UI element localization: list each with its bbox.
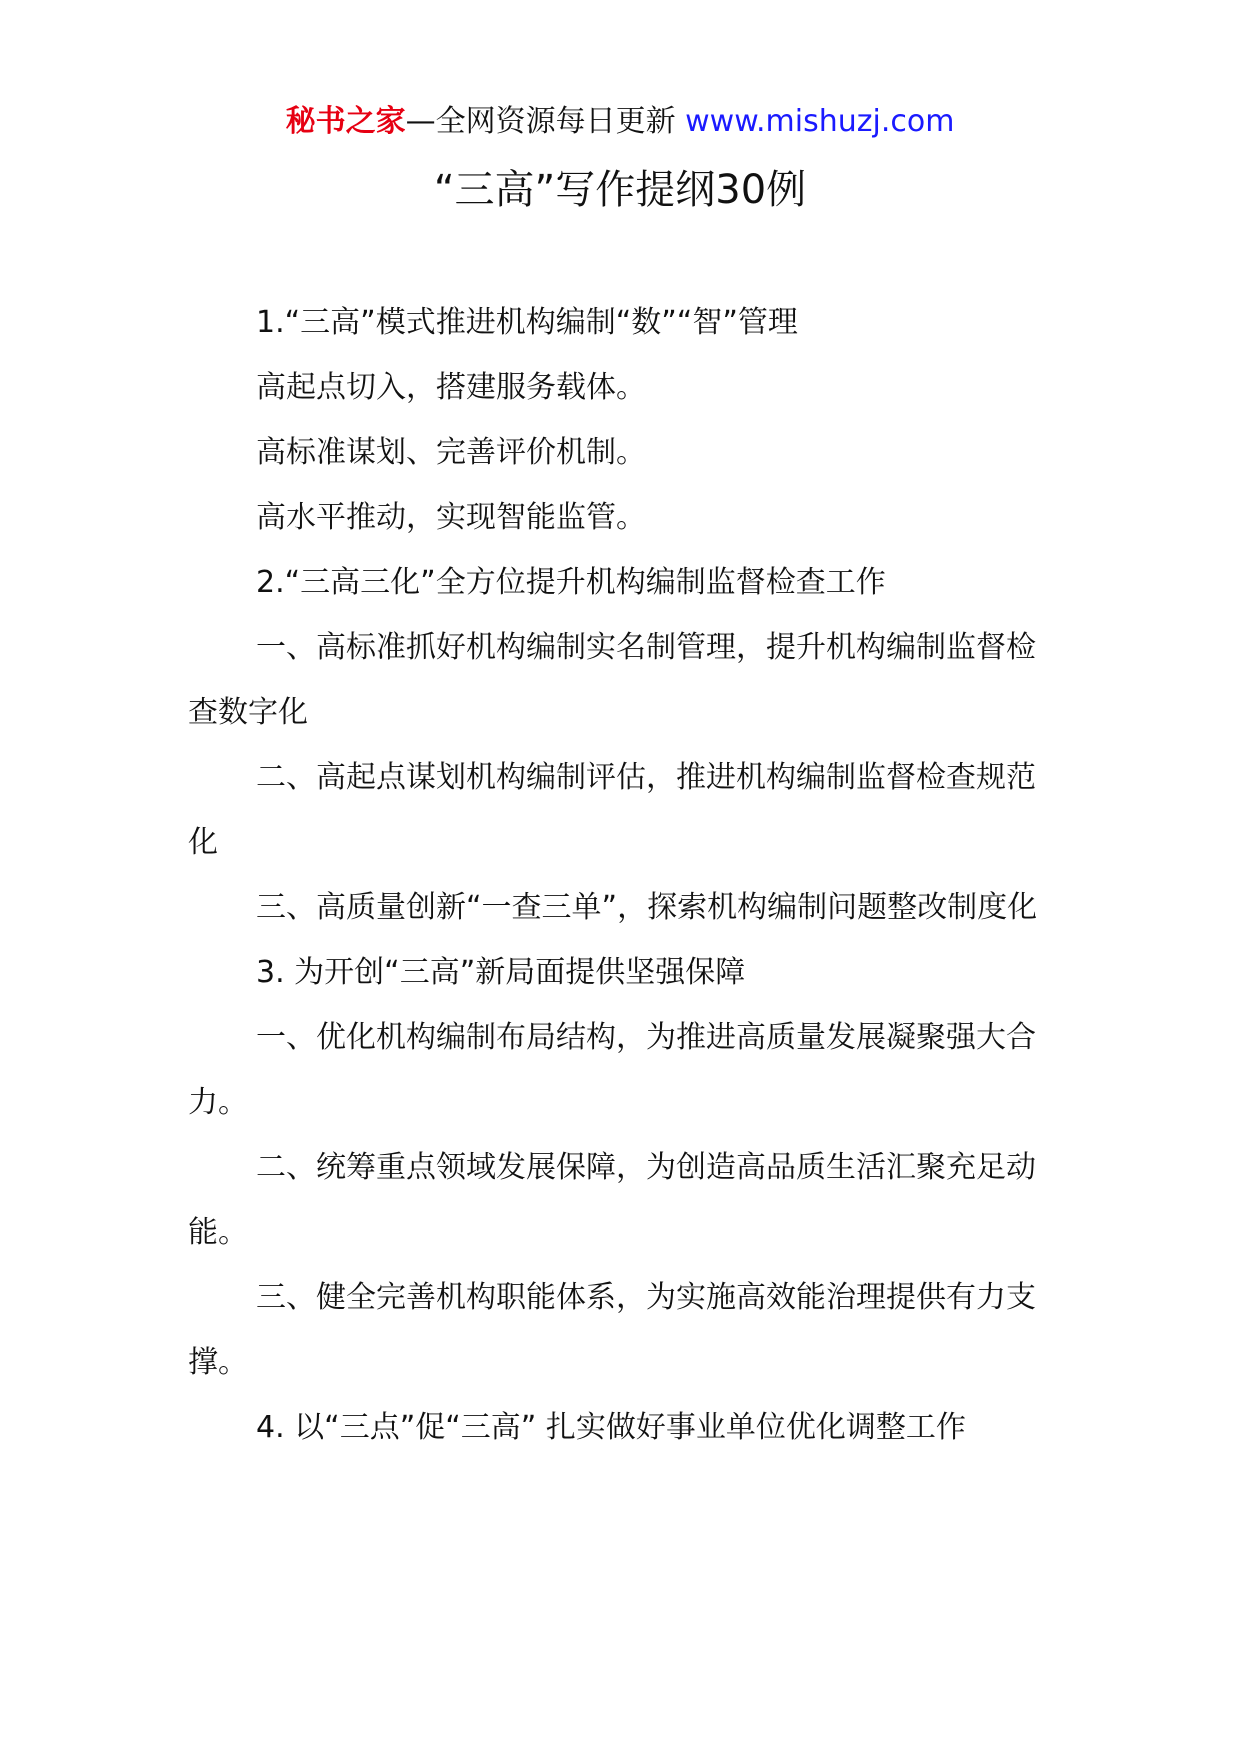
document-body [188, 290, 1060, 1460]
paragraph: 三、健全完善机构职能体系，为实施高效能治理提供有力支撑。 [188, 1280, 1036, 1380]
banner-tagline: —全网资源每日更新 [405, 104, 676, 139]
paragraph: 高标准谋划、完善评价机制。 [256, 435, 646, 470]
paragraph: 三、高质量创新“一查三单”，探索机构编制问题整改制度化 [256, 890, 1038, 925]
site-banner [0, 100, 1240, 144]
site-url-link[interactable]: www.mishuzj.com [685, 104, 955, 139]
paragraph: 二、高起点谋划机构编制评估，推进机构编制监督检查规范化 [188, 760, 1036, 860]
paragraph: 一、优化机构编制布局结构，为推进高质量发展凝聚强大合力。 [188, 1020, 1036, 1120]
paragraph: 2.“三高三化”全方位提升机构编制监督检查工作 [256, 565, 886, 600]
paragraph: 高水平推动，实现智能监管。 [256, 500, 646, 535]
paragraph: 4. 以“三点”促“三高” 扎实做好事业单位优化调整工作 [256, 1410, 966, 1445]
paragraph: 3. 为开创“三高”新局面提供坚强保障 [256, 955, 746, 990]
document-title: “三高”写作提纲30例 [433, 167, 807, 213]
brand-name: 秘书之家 [285, 104, 406, 139]
paragraph: 1.“三高”模式推进机构编制“数”“智”管理 [256, 305, 798, 340]
paragraph: 二、统筹重点领域发展保障，为创造高品质生活汇聚充足动能。 [188, 1150, 1036, 1250]
paragraph: 高起点切入，搭建服务载体。 [256, 370, 646, 405]
paragraph: 一、高标准抓好机构编制实名制管理，提升机构编制监督检查数字化 [188, 630, 1036, 730]
